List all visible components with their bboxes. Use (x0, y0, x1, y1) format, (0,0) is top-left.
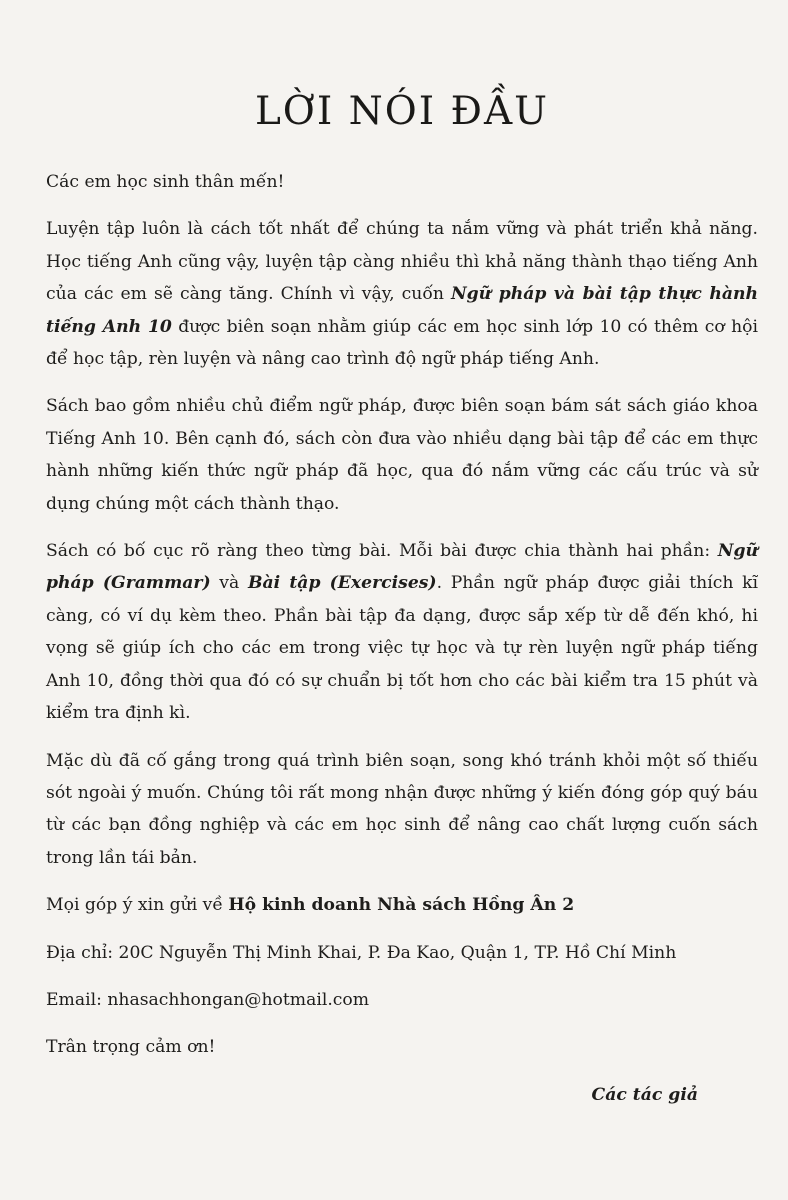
paragraph-3 (46, 535, 758, 729)
page-title: LỜI NÓI ĐẦU (254, 89, 550, 134)
paragraph-1 (46, 213, 758, 375)
paragraph-3-text-b: và (210, 573, 248, 594)
paragraph-3-text-a: Sách có bố cục rõ ràng theo từng bài. Mỗi bài được chia thành hai phần: (46, 541, 718, 562)
paragraph-2: Sách bao gồm nhiều chủ điểm ngữ pháp, được biên soạn bám sát sách giáo khoa Tiếng Anh 10. Bên cạnh đó, sách còn đưa vào nhiều dạng bài tập để các em thực hành những kiến thức ngữ pháp đã học, qua đó nắm vững các cấu trúc và sử dụng chúng một cách thành thạo. (46, 396, 758, 514)
contact-address: Địa chỉ: 20C Nguyễn Thị Minh Khai, P. Đa Kao, Quận 1, TP. Hồ Chí Minh (46, 942, 677, 963)
preface-body (46, 166, 758, 1111)
publisher-name: Hộ kinh doanh Nhà sách Hồng Ân 2 (228, 895, 575, 916)
paragraph-4: Mặc dù đã cố gắng trong quá trình biên soạn, song khó tránh khỏi một số thiếu sót ngoài ý muốn. Chúng tôi rất mong nhận được những ý kiến đóng góp quý báu từ các bạn đồng nghiệp và các em học sinh để nâng cao chất lượng cuốn sách trong lần tái bản. (46, 750, 758, 868)
paragraph-1-text-b: được biên soạn nhằm giúp các em học sinh lớp 10 có thêm cơ hội để học tập, rèn luyện và nâng cao trình độ ngữ pháp tiếng Anh. (46, 316, 758, 370)
greeting: Các em học sinh thân mến! (46, 172, 285, 192)
paragraph-3-text-c: . Phần ngữ pháp được giải thích kĩ càng, có ví dụ kèm theo. Phần bài tập đa dạng, được sắp xếp từ dễ đến khó, hi vọng sẽ giúp ích cho các em trong việc tự học và tự rèn luyện ngữ pháp tiếng Anh 10, đồng thời qua đó có sự chuẩn bị tốt hơn cho các bài kiểm tra 15 phút và kiểm tra định kì. (46, 573, 759, 724)
book-title: Ngữ pháp và bài tập thực hành tiếng Anh 10 (46, 284, 758, 337)
grammar-part-label: Ngữ pháp (Grammar) (46, 541, 758, 594)
paragraph-1-text-a: Luyện tập luôn là cách tốt nhất để chúng ta nắm vững và phát triển khả năng. Học tiếng Anh cũng vậy, luyện tập càng nhiều thì khả năng thành thạo tiếng Anh của các em sẽ càng tăng. Chính vì vậy, cuốn (46, 219, 758, 305)
exercises-part-label: Bài tập (Exercises) (247, 573, 437, 594)
signature: Các tác giả (591, 1084, 698, 1105)
contact-email: Email: nhasachhongan@hotmail.com (46, 989, 370, 1010)
contact-intro-text: Mọi góp ý xin gửi về (46, 895, 229, 916)
contact-intro (46, 889, 758, 921)
thanks-line: Trân trọng cảm ơn! (46, 1037, 216, 1058)
